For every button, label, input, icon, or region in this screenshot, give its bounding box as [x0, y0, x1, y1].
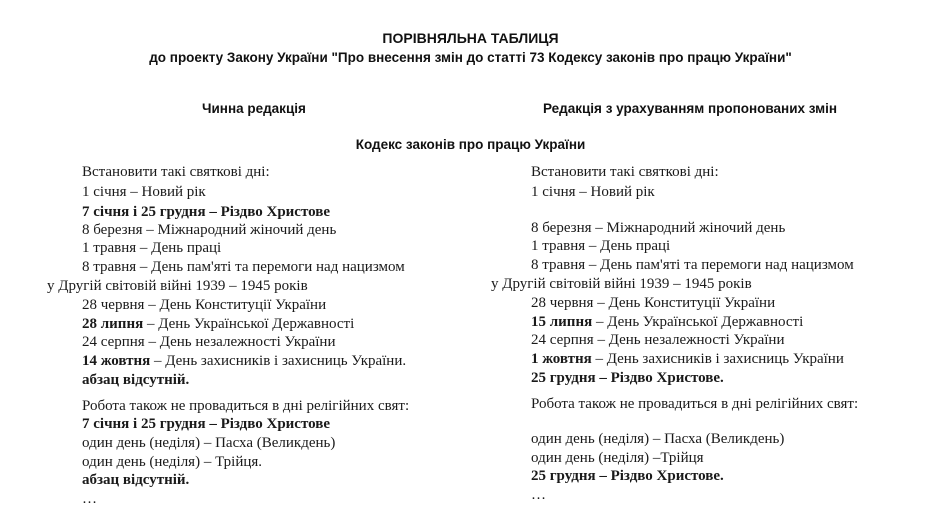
left-line: 1 травня – День праці: [82, 240, 222, 256]
left-line: один день (неділя) – Трійця.: [82, 454, 263, 470]
left-line: 28 червня – День Конституції України: [82, 297, 327, 313]
holiday-name: – День Української Державності: [143, 316, 355, 332]
document-title: ПОРІВНЯЛЬНА ТАБЛИЦЯ: [382, 30, 559, 46]
changed-date: 15 липня: [531, 314, 593, 330]
left-line: у Другій світовій війні 1939 – 1945 років: [47, 278, 308, 294]
left-line: Встановити такі святкові дні:: [82, 164, 270, 180]
left-line: 24 серпня – День незалежності України: [82, 334, 336, 350]
holiday-name: – День захисників і захисниць України: [591, 351, 844, 367]
right-line: [531, 350, 844, 368]
right-line: 8 березня – Міжнародний жіночий день: [531, 220, 786, 236]
left-line: 8 березня – Міжнародний жіночий день: [82, 222, 337, 238]
changed-date: 28 липня: [82, 316, 144, 332]
left-line: один день (неділя) – Пасха (Великдень): [82, 435, 336, 451]
holiday-name: – День Української Державності: [592, 314, 804, 330]
left-line: [82, 352, 406, 370]
left-line: 7 січня і 25 грудня – Різдво Христове: [82, 204, 331, 220]
right-line: 1 січня – Новий рік: [531, 184, 655, 200]
left-line: 1 січня – Новий рік: [82, 184, 206, 200]
left-line: …: [82, 491, 97, 507]
right-column-heading: Редакція з урахуванням пропонованих змін: [543, 101, 838, 116]
right-line: 8 травня – День пам'яті та перемоги над нацизмом: [531, 257, 854, 273]
changed-date: 1 жовтня: [531, 351, 592, 367]
left-line: Робота також не провадиться в дні релігійних свят:: [82, 398, 410, 414]
right-line: Робота також не провадиться в дні релігійних свят:: [531, 396, 859, 412]
right-line: [531, 313, 803, 331]
left-column-heading: Чинна редакція: [202, 101, 306, 116]
right-line: у Другій світовій війні 1939 – 1945 років: [491, 276, 752, 292]
left-line: абзац відсутній.: [82, 472, 190, 488]
right-line: 25 грудня – Різдво Христове.: [531, 370, 724, 386]
right-line: 24 серпня – День незалежності України: [531, 332, 785, 348]
right-line: Встановити такі святкові дні:: [531, 164, 719, 180]
right-line: 28 червня – День Конституції України: [531, 295, 776, 311]
right-line: один день (неділя) –Трійця: [531, 450, 704, 466]
right-line: 25 грудня – Різдво Христове.: [531, 468, 724, 484]
left-line: [82, 315, 354, 333]
right-line: один день (неділя) – Пасха (Великдень): [531, 431, 785, 447]
left-line: 8 травня – День пам'яті та перемоги над нацизмом: [82, 259, 405, 275]
holiday-name: – День захисників і захисниць України.: [150, 353, 407, 369]
left-line: 7 січня і 25 грудня – Різдво Христове: [82, 416, 331, 432]
code-title: Кодекс законів про працю України: [355, 137, 586, 152]
left-line: абзац відсутній.: [82, 372, 190, 388]
right-line: 1 травня – День праці: [531, 238, 671, 254]
right-line: …: [531, 487, 546, 503]
changed-date: 14 жовтня: [82, 353, 151, 369]
document-subtitle: до проекту Закону України "Про внесення змін до статті 73 Кодексу законів про працю України": [149, 50, 792, 65]
